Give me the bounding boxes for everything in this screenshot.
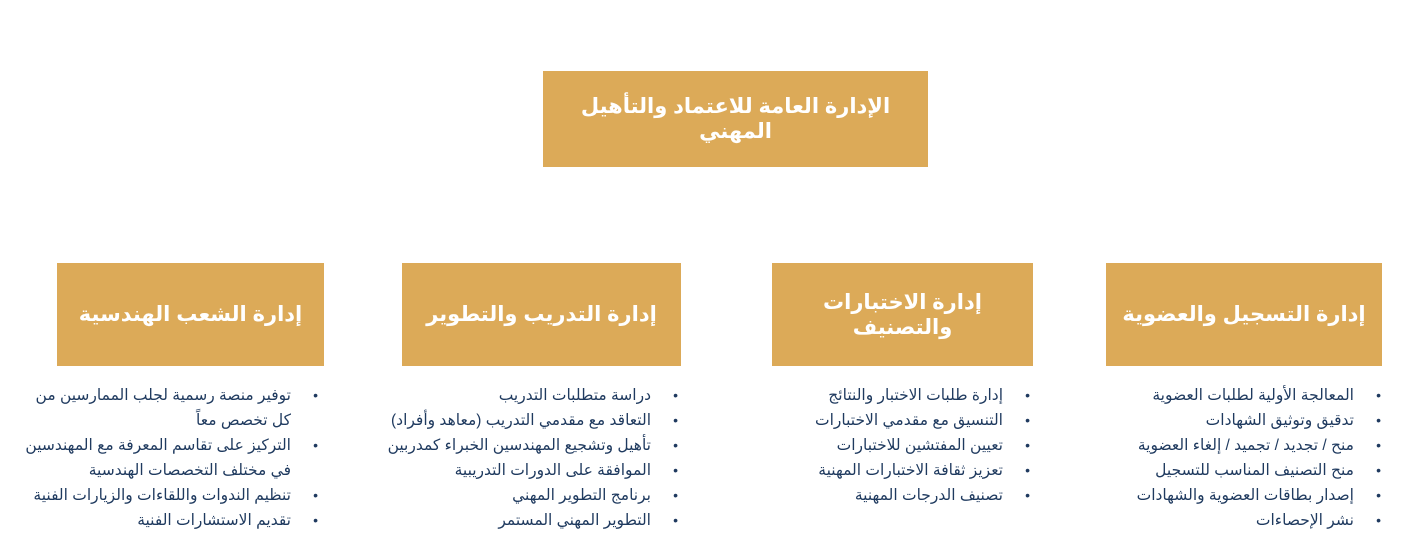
list-item: • تصنيف الدرجات المهنية xyxy=(768,483,1003,508)
testing-classification-list xyxy=(768,383,1003,508)
list-item: • المعالجة الأولية لطلبات العضوية xyxy=(1094,383,1354,408)
department-title: إدارة التدريب والتطوير xyxy=(426,303,657,326)
list-item: • نشر الإحصاءات xyxy=(1094,508,1354,533)
list-item: • تعيين المفتشين للاختبارات xyxy=(768,433,1003,458)
general-directorate-title: الإدارة العامة للاعتماد والتأهيل المهني xyxy=(580,95,891,143)
registration-membership-list xyxy=(1094,383,1354,533)
list-item: • الموافقة على الدورات التدريبية xyxy=(351,458,651,483)
list-item: • برنامج التطوير المهني xyxy=(351,483,651,508)
engineering-divisions-list xyxy=(16,383,291,533)
list-item: • توفير منصة رسمية لجلب الممارسين من كل تخصص معاً xyxy=(16,383,291,433)
training-development-list xyxy=(351,383,651,533)
list-item: • التركيز على تقاسم المعرفة مع المهندسين في مختلف التخصصات الهندسية xyxy=(16,433,291,483)
list-item: • منح التصنيف المناسب للتسجيل xyxy=(1094,458,1354,483)
registration-membership-box xyxy=(1106,263,1382,366)
list-item: • التطوير المهني المستمر xyxy=(351,508,651,533)
training-development-box xyxy=(402,263,681,366)
list-item: • التنسيق مع مقدمي الاختبارات xyxy=(768,408,1003,433)
list-item: • دراسة متطلبات التدريب xyxy=(351,383,651,408)
list-item: • منح / تجديد / تجميد / إلغاء العضوية xyxy=(1094,433,1354,458)
list-item: • إدارة طلبات الاختبار والنتائج xyxy=(768,383,1003,408)
list-item: • تقديم الاستشارات الفنية xyxy=(16,508,291,533)
testing-classification-box xyxy=(772,263,1033,366)
list-item: • تأهيل وتشجيع المهندسين الخبراء كمدربين xyxy=(351,433,651,458)
general-directorate-box xyxy=(543,71,928,167)
list-item: • التعاقد مع مقدمي التدريب (معاهد وأفراد) xyxy=(351,408,651,433)
department-title: إدارة الشعب الهندسية xyxy=(78,303,303,326)
engineering-divisions-box xyxy=(57,263,324,366)
list-item: • تنظيم الندوات واللقاءات والزيارات الفنية xyxy=(16,483,291,508)
list-item: • تدقيق وتوثيق الشهادات xyxy=(1094,408,1354,433)
list-item: • إصدار بطاقات العضوية والشهادات xyxy=(1094,483,1354,508)
list-item: • تعزيز ثقافة الاختبارات المهنية xyxy=(768,458,1003,483)
department-title: إدارة الاختبارات والتصنيف xyxy=(823,290,982,339)
department-title: إدارة التسجيل والعضوية xyxy=(1122,303,1366,326)
